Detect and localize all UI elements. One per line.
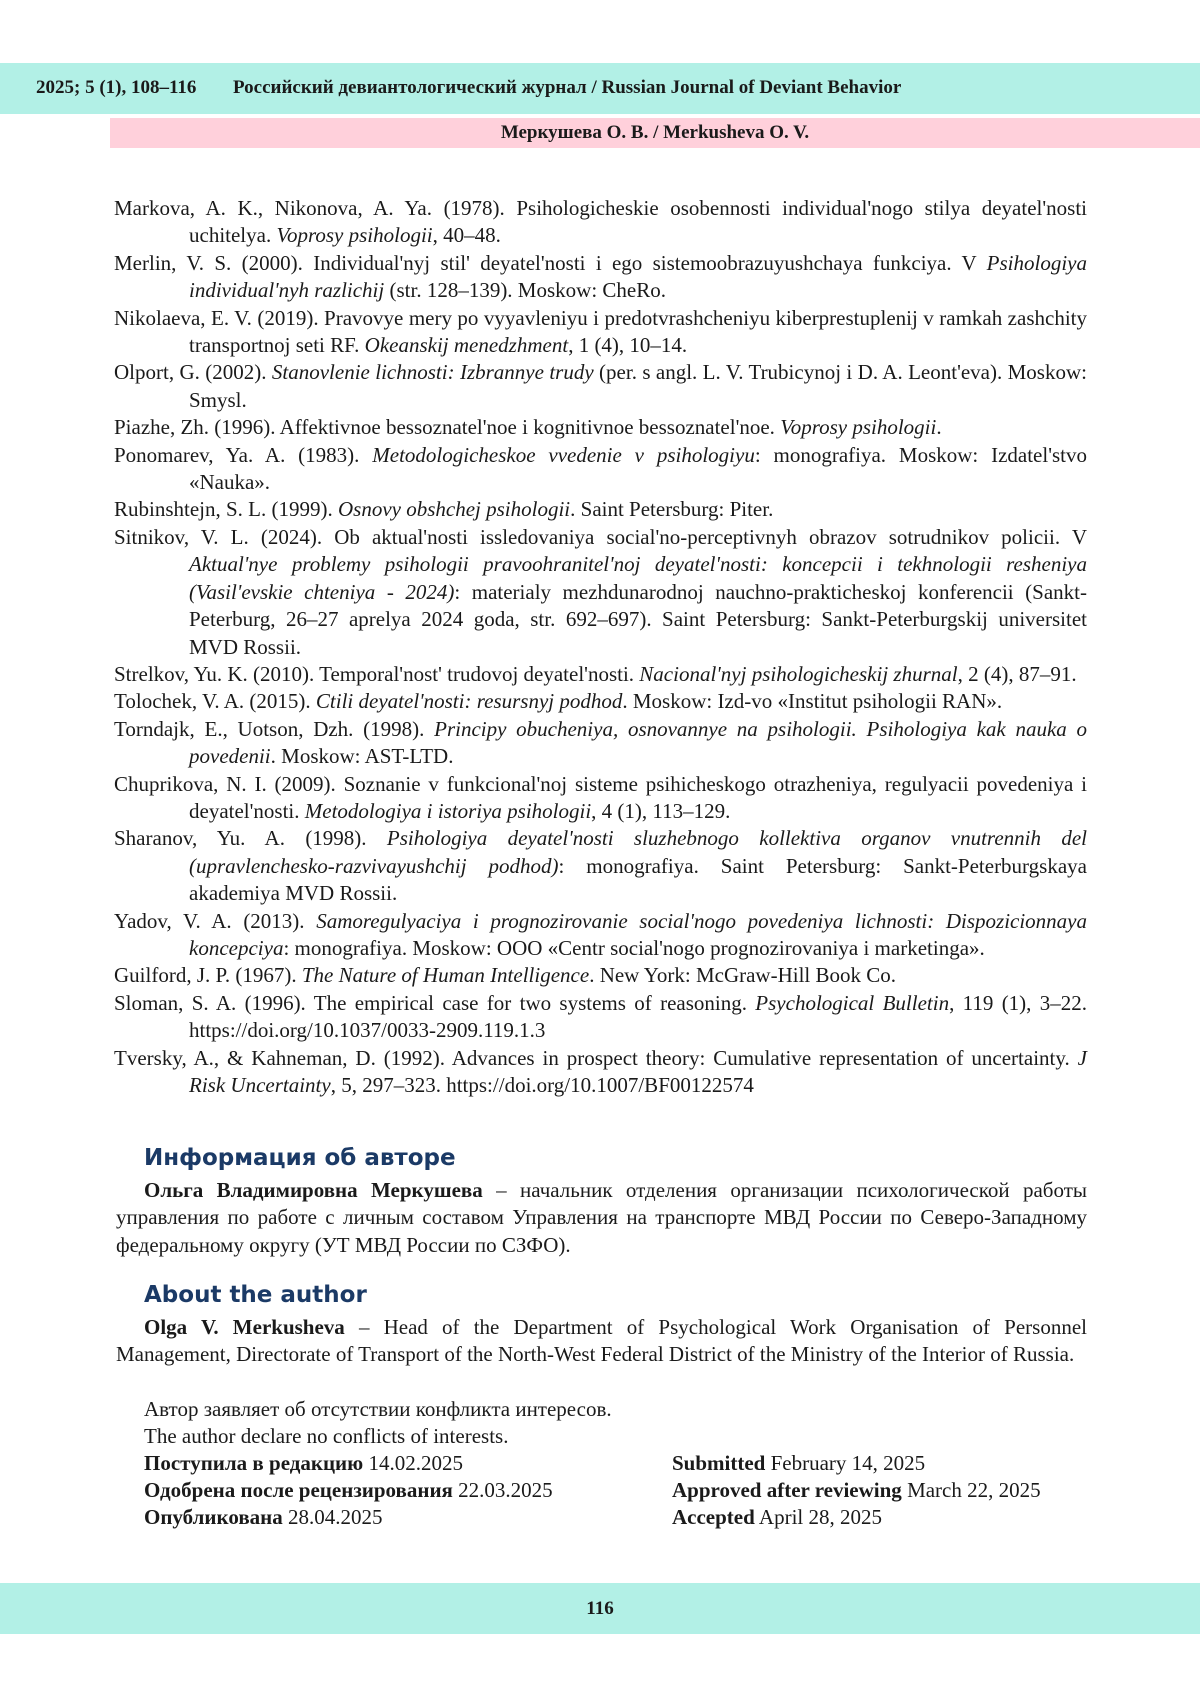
reference-text: .	[936, 415, 942, 440]
reference-source: Osnovy obshchej psihologii	[338, 497, 571, 522]
running-author: Меркушева О. В. / Merkusheva O. V.	[110, 118, 1200, 148]
reference-item	[114, 962, 1087, 989]
reference-text: Torndajk, E., Uotson, Dzh. (1998).	[114, 716, 435, 741]
reference-text: , 40–48.	[432, 223, 501, 248]
reference-item	[114, 1045, 1087, 1100]
reference-text: , 4 (1), 113–129.	[591, 798, 731, 823]
date-value: 22.03.2025	[458, 1478, 553, 1502]
reference-text: Piazhe, Zh. (1996). Affektivnoe bessoznatel'noe i kognitivnoe bessoznatel'noe.	[114, 415, 781, 440]
author-position-en: – Head of the Department of Psychological Work Organisation of Personnel Management, Directorate of Transport of the North-West Federal District of the Ministry of the Interior of Russia.	[116, 1315, 1087, 1367]
reference-source: Samoregulyaciya i prognozirovanie social'nogo povedeniya lichnosti: Dispozicionnaya koncepciya	[189, 908, 1088, 960]
date-row-ru	[144, 1477, 553, 1504]
issue-meta: 2025; 5 (1), 108–116	[36, 77, 197, 98]
reference-item	[114, 825, 1087, 907]
reference-item	[114, 359, 1087, 414]
reference-item	[114, 250, 1087, 305]
reference-text: , 1 (4), 10–14.	[568, 333, 688, 358]
date-row-ru	[144, 1504, 383, 1531]
reference-text: Tolochek, V. A. (2015).	[114, 689, 316, 714]
reference-source: Metodologiya i istoriya psihologii	[304, 798, 592, 823]
date-value: February 14, 2025	[770, 1451, 926, 1475]
date-row-ru	[144, 1450, 463, 1477]
reference-text: Olport, G. (2002).	[114, 360, 272, 385]
reference-source: Stanovlenie lichnosti: Izbrannye trudy	[271, 360, 594, 385]
date-label: Опубликована	[144, 1505, 283, 1529]
date-row-en	[672, 1450, 925, 1477]
date-label: Поступила в редакцию	[144, 1451, 364, 1475]
reference-item	[114, 771, 1087, 826]
reference-item	[114, 195, 1087, 250]
reference-text: Markova, A. K., Nikonova, A. Ya. (1978). Psihologicheskie osobennosti individual'nogo stilya deyatel'nosti uchitelya.	[114, 196, 1087, 248]
reference-source: Psihologiya individual'nyh razlichij	[189, 250, 1087, 303]
date-label: Approved after reviewing	[672, 1478, 902, 1502]
reference-item	[114, 990, 1087, 1045]
reference-text: Chuprikova, N. I. (2009). Soznanie v funkcional'noj sisteme psihicheskogo otrazheniya, regulyacii povedeniya i deyatel'nosti.	[114, 771, 1087, 823]
reference-text: Tversky, A., & Kahneman, D. (1992). Advances in prospect theory: Cumulative representation of uncertainty.	[114, 1045, 1078, 1070]
reference-item	[114, 688, 1087, 715]
reference-item	[114, 496, 1087, 523]
reference-text: , 2 (4), 87–91.	[957, 661, 1077, 686]
reference-text: , 5, 297–323. https://doi.org/10.1007/BF00122574	[330, 1073, 754, 1097]
reference-item	[114, 661, 1087, 688]
reference-text: . Saint Petersburg: Piter.	[570, 497, 774, 522]
reference-text: Rubinshtejn, S. L. (1999).	[114, 497, 338, 522]
reference-source: Principy obucheniya, osnovannye na psihologii. Psihologiya kak nauka o povedenii	[189, 716, 1087, 769]
reference-source: J Risk Uncertainty	[189, 1045, 1087, 1097]
date-label: Одобрена после рецензирования	[144, 1478, 453, 1502]
reference-text: Merlin, V. S. (2000). Individual'nyj stil' deyatel'nosti i ego sistemoobrazuyushchaya funkciya. V	[114, 250, 987, 275]
author-info-en	[116, 1314, 1087, 1369]
reference-text: (str. 128–139). Moskow: CheRo.	[384, 278, 666, 303]
page-number: 116	[0, 1583, 1200, 1634]
reference-source: Voprosy psihologii	[276, 223, 433, 248]
date-label: Submitted	[672, 1451, 766, 1475]
reference-item	[114, 305, 1087, 360]
author-info-ru	[116, 1177, 1087, 1259]
reference-text: Yadov, V. A. (2013).	[114, 908, 317, 933]
reference-text: , 119 (1), 3–22. https://doi.org/10.1037/0033-2909.119.1.3	[189, 990, 1088, 1043]
reference-text: Nikolaeva, E. V. (2019). Pravovye mery po vyyavleniyu i predotvrashcheniyu kiberprestuplenij v ramkah zashchity transportnoj seti RF.	[114, 305, 1087, 358]
reference-text: Ponomarev, Ya. A. (1983).	[114, 442, 373, 467]
reference-text: Sharanov, Yu. A. (1998).	[114, 826, 387, 851]
reference-text: Strelkov, Yu. K. (2010). Temporal'nost' trudovoj deyatel'nosti.	[114, 661, 640, 686]
author-name-ru: Ольга Владимировна Меркушева	[144, 1178, 483, 1202]
reference-text: Sitnikov, V. L. (2024). Ob aktual'nosti issledovaniya social'no-perceptivnyh obrazov sotrudnikov policii. V	[114, 524, 1087, 549]
reference-text: : monografiya. Moskow: OOO «Centr social'nogo prognozirovaniya i marketinga».	[283, 935, 985, 960]
reference-text: : monografiya. Saint Petersburg: Sankt-Peterburgskaya akademiya MVD Rossii.	[189, 853, 1087, 906]
reference-text: . Moskow: AST-LTD.	[270, 744, 454, 769]
author-info-heading-en: About the author	[144, 1282, 367, 1308]
date-value: March 22, 2025	[907, 1478, 1041, 1502]
date-value: 14.02.2025	[368, 1451, 463, 1475]
reference-text: (per. s angl. L. V. Trubicynoj i D. A. Leont'eva). Moskow: Smysl.	[189, 360, 1087, 412]
reference-source: Metodologicheskoe vvedenie v psihologiyu	[372, 442, 755, 467]
reference-source: Voprosy psihologii	[780, 415, 937, 440]
reference-source: The Nature of Human Intelligence	[301, 963, 590, 988]
author-info-heading-ru: Информация об авторе	[144, 1145, 456, 1171]
reference-item	[114, 524, 1087, 661]
reference-item	[114, 716, 1087, 771]
reference-item	[114, 442, 1087, 497]
author-position-ru: – начальник отделения организации психологической работы управления по работе с личным составом Управления на транспорте МВД России по Северо-Западному федеральному округу (УТ МВД России по СЗФО).	[116, 1178, 1087, 1257]
date-row-en	[672, 1477, 1041, 1504]
reference-source: Psychological Bulletin	[755, 990, 950, 1015]
reference-source: Ctili deyatel'nosti: resursnyj podhod	[315, 689, 623, 714]
reference-text: . Moskow: Izd-vo «Institut psihologii RAN».	[622, 689, 1003, 714]
reference-source: Nacional'nyj psihologicheskij zhurnal	[639, 661, 958, 686]
reference-text: . New York: McGraw-Hill Book Co.	[589, 963, 897, 988]
date-value: April 28, 2025	[758, 1505, 882, 1529]
reference-text: : monografiya. Moskow: Izdatel'stvo «Nauka».	[189, 442, 1087, 495]
reference-text: Guilford, J. P. (1967).	[114, 963, 302, 988]
reference-source: Aktual'nye problemy psihologii pravoohranitel'noj deyatel'nosti: koncepcii i tekhnologii resheniya (Vasil'evskie chteniya - 2024)	[189, 552, 1087, 604]
reference-source: Okeanskij menedzhment	[364, 333, 569, 358]
reference-list	[114, 195, 1087, 1099]
date-label: Accepted	[672, 1505, 755, 1529]
reference-item	[114, 908, 1087, 963]
journal-title: Российский девиантологический журнал / Russian Journal of Deviant Behavior	[233, 77, 902, 98]
reference-item	[114, 414, 1087, 441]
reference-text: : materialy mezhdunarodnoj nauchno-prakticheskoj konferencii (Sankt-Peterburg, 26–27 aprelya 2024 goda, str. 692–697). Saint Petersburg: Sankt-Peterburgskij universitet MVD Rossii.	[189, 579, 1088, 659]
date-value: 28.04.2025	[288, 1505, 383, 1529]
date-row-en	[672, 1504, 882, 1531]
reference-text: Sloman, S. A. (1996). The empirical case for two systems of reasoning.	[114, 990, 756, 1015]
author-name-en: Olga V. Merkusheva	[144, 1315, 345, 1339]
reference-source: Psihologiya deyatel'nosti sluzhebnogo kollektiva organov vnutrennih del (upravlenchesko-razvivayushchij podhod)	[189, 826, 1087, 878]
conflict-statement-ru: Автор заявляет об отсутствии конфликта интересов.	[144, 1397, 612, 1421]
conflict-statement-en: The author declare no conflicts of interests.	[144, 1424, 509, 1448]
